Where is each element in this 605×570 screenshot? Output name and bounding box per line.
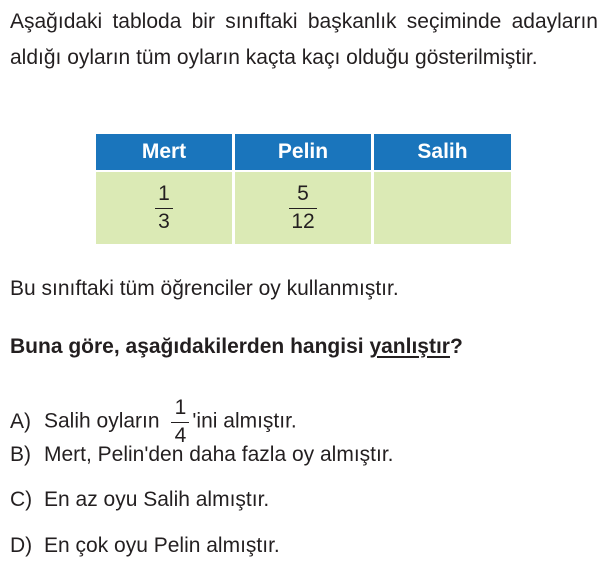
table-header-row <box>96 134 511 171</box>
option-letter: D) <box>10 534 33 557</box>
option-letter: A) <box>10 409 31 433</box>
option-letter: B) <box>10 443 31 466</box>
option-d[interactable] <box>10 531 280 561</box>
fraction-numerator: 5 <box>297 182 309 205</box>
fraction-denominator: 4 <box>174 424 187 447</box>
option-c[interactable] <box>10 485 269 515</box>
option-c-text: En az oyu Salih almıştır. <box>44 488 270 511</box>
fraction-denominator: 3 <box>158 210 170 233</box>
option-b[interactable] <box>10 440 394 470</box>
intro-paragraph: Aşağıdaki tabloda bir sınıftaki başkanlık seçiminde adayların aldığı oyların tüm oyların kaçta kaçı olduğu gösterilmiştir. <box>10 10 598 69</box>
question-suffix: ? <box>449 335 463 358</box>
option-a-text-after: 'ini almıştır. <box>192 409 297 433</box>
cell-salih <box>373 171 512 244</box>
fraction-bar <box>171 422 189 423</box>
header-salih: Salih <box>373 134 512 171</box>
option-a-text-before: Salih oyların <box>44 409 160 433</box>
question-emphasis: yanlıştır <box>369 335 450 358</box>
header-mert: Mert <box>96 134 234 171</box>
fraction-bar <box>289 208 316 209</box>
header-pelin: Pelin <box>234 134 373 171</box>
vote-table <box>96 134 511 244</box>
option-letter: C) <box>10 488 33 511</box>
cell-mert <box>96 171 234 244</box>
fraction-numerator: 1 <box>174 396 187 419</box>
question-text <box>10 332 463 362</box>
fraction-denominator: 12 <box>291 210 315 233</box>
fraction-numerator: 1 <box>158 182 170 205</box>
table-row <box>96 171 511 244</box>
cell-pelin <box>234 171 373 244</box>
option-d-text: En çok oyu Pelin almıştır. <box>44 534 280 557</box>
note-text: Bu sınıftaki tüm öğrenciler oy kullanmıştır. <box>10 277 399 300</box>
fraction-mert <box>155 182 173 234</box>
fraction-bar <box>155 208 173 209</box>
question-prefix: Buna göre, aşağıdakilerden hangisi <box>10 335 370 358</box>
fraction-pelin <box>289 182 316 234</box>
option-b-text: Mert, Pelin'den daha fazla oy almıştır. <box>44 443 394 466</box>
